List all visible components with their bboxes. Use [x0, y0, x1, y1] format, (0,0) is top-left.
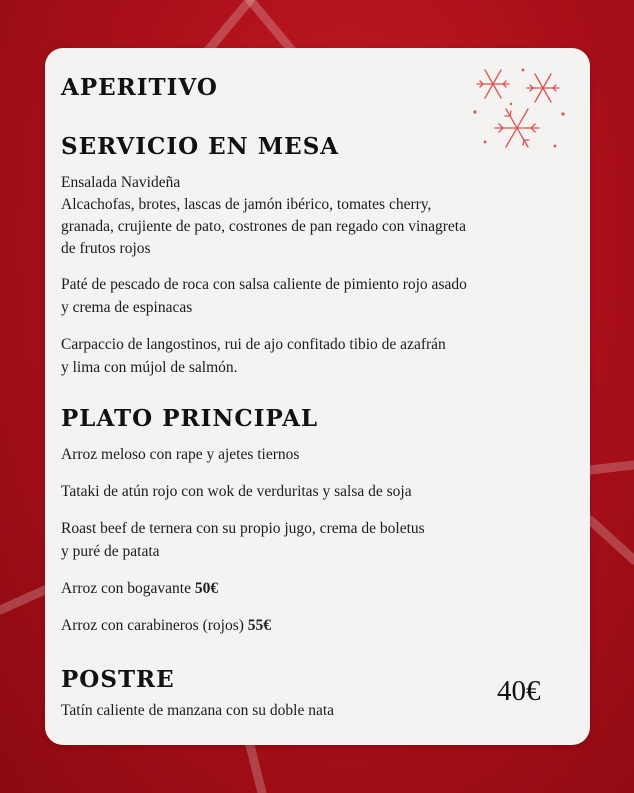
supplement-label: Arroz con carabineros (rojos): [61, 617, 248, 634]
menu-item-line: y puré de patata: [61, 543, 160, 560]
supplement-label: Arroz con bogavante: [61, 580, 195, 597]
section-title-aperitivo: APERITIVO: [61, 74, 218, 101]
section-title-plato-principal: PLATO PRINCIPAL: [61, 405, 319, 432]
menu-item-line: y lima con mújol de salmón.: [61, 359, 238, 376]
menu-item-line: Carpaccio de langostinos, rui de ajo confitado tibio de azafrán: [61, 336, 446, 353]
menu-item-line: granada, crujiente de pato, costrones de pan regado con vinagreta: [61, 218, 466, 235]
supplement-price: 55€: [247, 617, 272, 634]
section-title-postre: POSTRE: [61, 666, 175, 693]
menu-item-line: y crema de espinacas: [61, 299, 193, 316]
menu-card: [45, 48, 590, 745]
supplement-item: [61, 578, 218, 600]
menu-item-line: Alcachofas, brotes, lascas de jamón ibérico, tomates cherry,: [61, 196, 432, 213]
menu-item-line: Ensalada Navideña: [61, 174, 181, 191]
menu-item-line: Arroz meloso con rape y ajetes tiernos: [61, 446, 300, 463]
snowflake-icon: [471, 62, 571, 157]
menu-item-line: Tatín caliente de manzana con su doble nata: [61, 702, 335, 719]
menu-item-line: Tataki de atún rojo con wok de verduritas y salsa de soja: [61, 483, 412, 500]
menu-item-line: de frutos rojos: [61, 240, 151, 257]
section-title-servicio: SERVICIO EN MESA: [61, 133, 340, 160]
menu-item-line: Roast beef de ternera con su propio jugo, crema de boletus: [61, 520, 425, 537]
menu-item-line: Paté de pescado de roca con salsa caliente de pimiento rojo asado: [61, 276, 467, 293]
supplement-item: [61, 615, 271, 637]
supplement-price: 50€: [194, 580, 219, 597]
menu-price: 40€: [497, 675, 541, 707]
